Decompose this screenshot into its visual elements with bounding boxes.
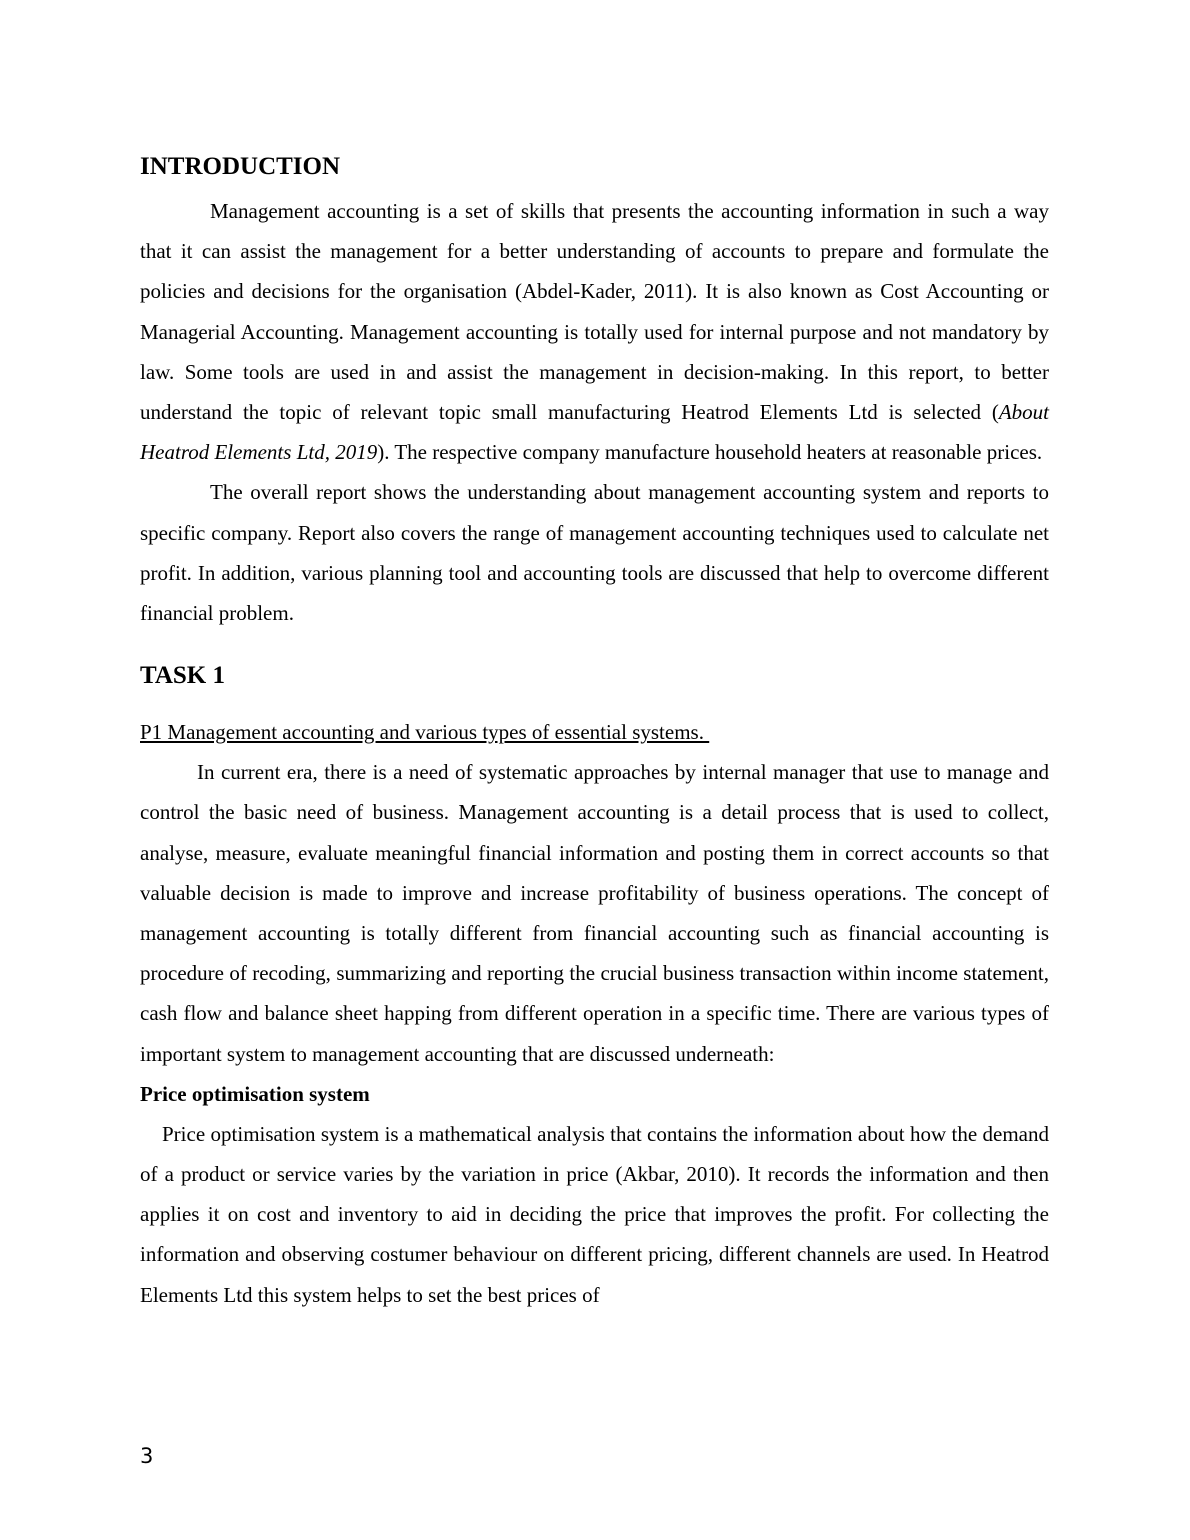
- intro-paragraph-2: The overall report shows the understanding about management accounting system and reports to specific company. Report also covers the range of management accounting techniques used to calculate net profit. In addition, various planning tool and accounting tools are discussed that help to overcome different financial problem.: [140, 480, 1049, 626]
- task1-paragraph: In current era, there is a need of systematic approaches by internal manager that use to manage and control the basic need of business. Management accounting is a detail process that is used to collect, analyse, measure, evaluate meaningful financial information and posting them in correct accounts so that valuable decision is made to improve and increase profitability of business operations. The concept of management accounting is totally different from financial accounting such as financial accounting is procedure of recoding, summarizing and reporting the crucial business transaction within income statement, cash flow and balance sheet happing from different operation in a specific time. There are various types of important system to management accounting that are discussed underneath:: [140, 760, 1049, 1066]
- introduction-heading: INTRODUCTION: [140, 153, 341, 180]
- intro-paragraph-1-text-a: Management accounting is a set of skills that presents the accounting information in such a way that it can assist the management for a better understanding of accounts to prepare and formulate the policies and decisions for the organisation (Abdel-Kader, 2011). It is also known as Cost Accounting or Managerial Accounting. Management accounting is totally used for internal purpose and not mandatory by law. Some tools are used in and assist the management in decision-making. In this report, to better understand the topic of relevant topic small manufacturing Heatrod Elements Ltd is selected (: [140, 199, 1049, 425]
- intro-citation: About Heatrod Elements Ltd, 2019: [140, 400, 1049, 465]
- price-optimisation-heading: Price optimisation system: [140, 1081, 370, 1106]
- document-page: [140, 150, 1049, 1315]
- page-number: 3: [140, 1444, 154, 1468]
- intro-paragraph-1-text-b: ). The respective company manufacture household heaters at reasonable prices.: [377, 440, 1043, 465]
- intro-paragraph-1: [140, 191, 1049, 472]
- task1-subheading: P1 Management accounting and various types of essential systems.: [140, 720, 710, 745]
- price-optimisation-paragraph: Price optimisation system is a mathematical analysis that contains the information about how the demand of a product or service varies by the variation in price (Akbar, 2010). It records the information and then applies it on cost and inventory to aid in deciding the price that improves the profit. For collecting the information and observing costumer behaviour on different pricing, different channels are used. In Heatrod Elements Ltd this system helps to set the best prices of: [140, 1121, 1049, 1307]
- task1-heading: TASK 1: [140, 662, 225, 690]
